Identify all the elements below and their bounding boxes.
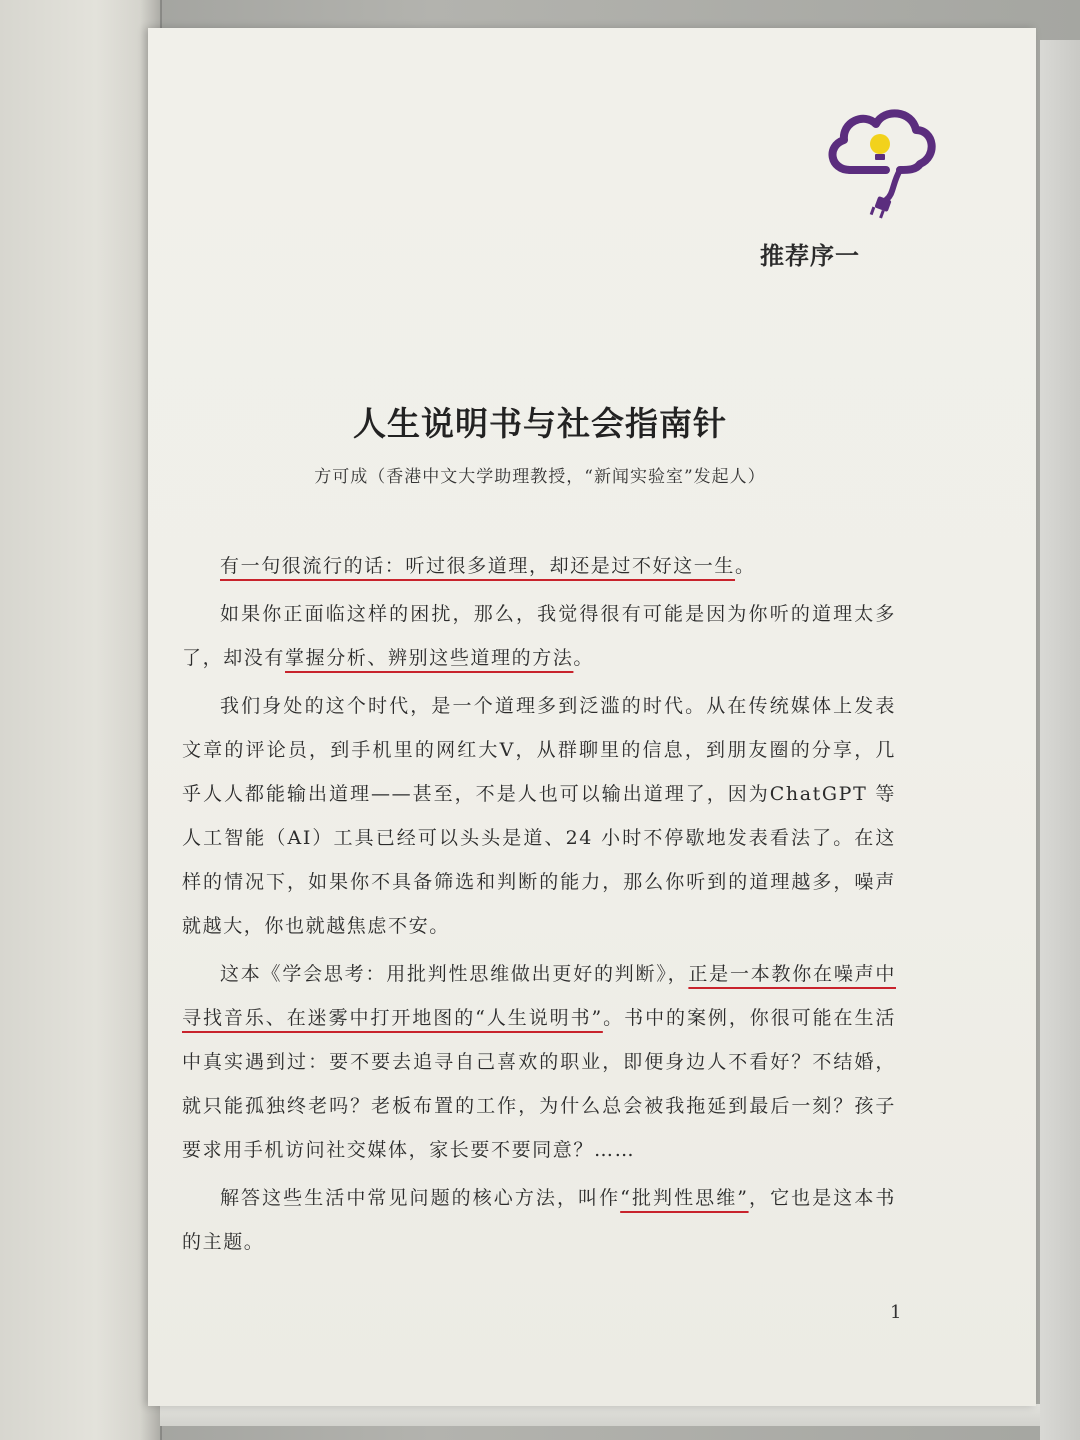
text-run: ，它也是这本书的主题。 [182,1187,897,1253]
paragraph [182,684,896,948]
page-number: 1 [890,1302,902,1323]
underlined-text: 掌握分析、辨别这些道理的方法 [285,647,574,669]
paragraph [182,544,896,588]
author-line: 方可成（香港中文大学助理教授，“新闻实验室”发起人） [314,467,766,487]
body-text [182,544,896,1268]
page-stack-bottom [160,1404,1040,1426]
text-run: 解答这些生活中常见问题的核心方法，叫作 [220,1187,621,1209]
text-run: 如果你正面临这样的困扰，那么，我觉得很有可能是因为你听的道理太多了，却没有 [182,603,896,669]
page-stack-edge [1040,40,1080,1440]
text-run: 。 [735,555,756,577]
underlined-text: 正是一本教你在噪声中寻找音乐、在迷雾中打开地图的“人生说明书” [182,963,896,1029]
text-run: 。 [573,647,595,669]
cloud-lightbulb-plug-icon [820,104,940,222]
underlined-text: 有一句很流行的话：听过很多道理，却还是过不好这一生 [220,555,736,577]
section-label: 推荐序一 [760,241,860,270]
left-page [0,0,160,1440]
paragraph [182,952,896,1172]
underlined-text: “批判性思维” [620,1187,749,1209]
paragraph [182,592,896,680]
chapter-title: 人生说明书与社会指南针 [353,404,727,443]
paragraph [182,1176,896,1264]
text-run: 这本《学会思考：用批判性思维做出更好的判断》， [220,963,689,985]
text-run: 我们身处的这个时代，是一个道理多到泛滥的时代。从在传统媒体上发表文章的评论员，到手机里的网红大V，从群聊里的信息，到朋友圈的分享，几乎人人都能输出道理——甚至，不是人也可以输出道理了，因为ChatGPT 等人工智能（AI）工具已经可以头头是道、24 小时不停歇地发表看法了。在这样的情况下，如果你不具备筛选和判断的能力，那么你听到的道理越多，噪声就越大，你也就越焦虑不安。 [182,695,896,937]
text-run: 。书中的案例，你很可能在生活中真实遇到过：要不要去追寻自己喜欢的职业，即便身边人不看好？不结婚，就只能孤独终老吗？老板布置的工作，为什么总会被我拖延到最后一刻？孩子要求用手机访问社交媒体，家长要不要同意？…… [182,1007,897,1161]
